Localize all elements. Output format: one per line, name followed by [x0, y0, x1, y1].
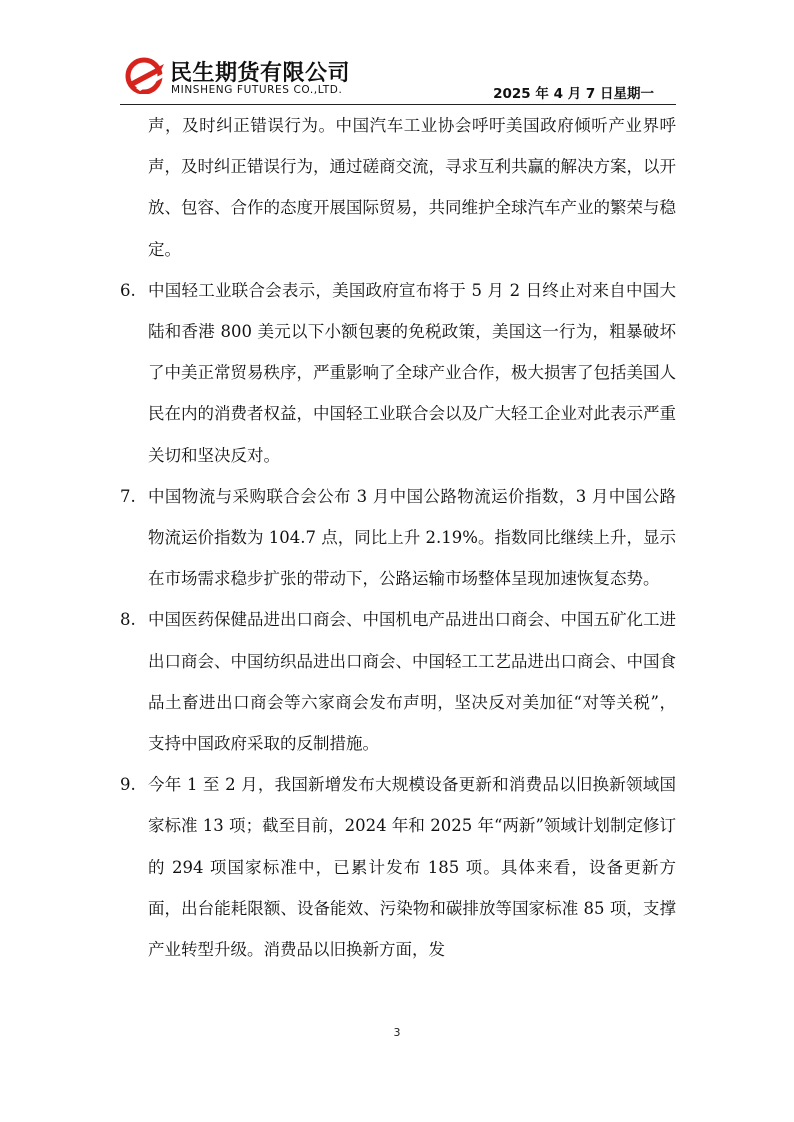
list-item-8 [120, 599, 676, 764]
paragraph-text: 中国轻工业联合会表示，美国政府宣布将于 5 月 2 日终止对来自中国大陆和香港 800 美元以下小额包裹的免税政策，美国这一行为，粗暴破坏了中美正常贸易秩序，严重影响了全球产业合作，极大损害了包括美国人民在内的消费者权益，中国轻工业联合会以及广大轻工企业对此表示严重关切和坚决反对。 [148, 280, 676, 465]
company-name-en: MINSHENG FUTURES CO.,LTD. [171, 84, 343, 96]
paragraph-number: 6. [120, 280, 136, 300]
document-body [120, 105, 676, 970]
page-number: 3 [393, 1026, 401, 1039]
paragraph-continued [120, 105, 676, 270]
minsheng-logo-icon [124, 56, 168, 94]
list-item-9 [120, 764, 676, 970]
list-item-6 [120, 270, 676, 476]
page-header [120, 50, 676, 105]
paragraph-text: 中国物流与采购联合会公布 3 月中国公路物流运价指数，3 月中国公路物流运价指数为 104.7 点，同比上升 2.19%。指数同比继续上升，显示在市场需求稳步扩张的带动下，公路运输市场整体呈现加速恢复态势。 [148, 486, 676, 589]
paragraph-text: 中国医药保健品进出口商会、中国机电产品进出口商会、中国五矿化工进出口商会、中国纺织品进出口商会、中国轻工工艺品进出口商会、中国食品土畜进出口商会等六家商会发布声明，坚决反对美加征“对等关税”，支持中国政府采取的反制措施。 [148, 610, 676, 754]
paragraph-number: 8. [120, 610, 136, 630]
list-item-7 [120, 476, 676, 600]
company-name-cn: 民生期货有限公司 [170, 61, 351, 86]
paragraph-number: 7. [120, 486, 136, 506]
report-date: 2025 年 4 月 7 日星期一 [493, 86, 654, 102]
paragraph-number: 9. [120, 775, 136, 795]
paragraph-text: 今年 1 至 2 月，我国新增发布大规模设备更新和消费品以旧换新领域国家标准 13 项；截至目前，2024 年和 2025 年“两新”领域计划制定修订的 294 项国家标准中，已累计发布 185 项。具体来看，设备更新方面，出台能耗限额、设备能效、污染物和碳排放等国家标准 85 项，支撑产业转型升级。消费品以旧换新方面，发 [148, 775, 676, 960]
paragraph-text: 声，及时纠正错误行为。中国汽车工业协会呼吁美国政府倾听产业界呼声，及时纠正错误行为，通过磋商交流，寻求互利共赢的解决方案，以开放、包容、合作的态度开展国际贸易，共同维护全球汽车产业的繁荣与稳定。 [148, 116, 676, 259]
